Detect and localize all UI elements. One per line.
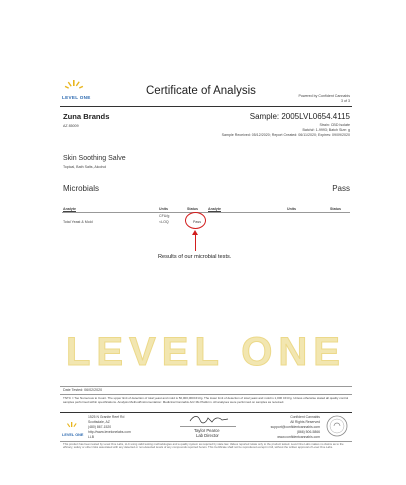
header-divider [60,106,352,107]
footer-top-rule [60,386,352,387]
page-title: Certificate of Analysis [146,85,256,97]
date-tested: Date Tested: 06/02/2020 [63,388,103,392]
row-units: CFU/g [159,214,170,218]
address-license: LLB [88,435,95,439]
col-header-analyte: Analyte [63,207,76,211]
date-rule [60,394,352,395]
col-header-units: Units [159,207,168,211]
row-status: Pass [193,220,201,224]
signer-name: Taylor Pearce [194,428,220,433]
col-header-status: Status [187,207,198,211]
section-result: Pass [332,184,350,193]
disclaimer: This product has been tested by Level One Labs, LLC using valid testing methodologies and a quality system as required by state law. Values reported relate only to the product tested. Level One Labs makes no claims as to the efficacy, safety or other risks associated with any detected or non-detected levels of any compounds reported herein. This Certificate shall not be reproduced except in full, without the written approval of Level One Labs. [63,442,344,450]
signature-icon [188,413,230,425]
footer-logo-text: LEVEL ONE [62,433,84,437]
sample-id: Sample: 2005LVL0654.4115 [249,112,350,121]
col-header-units-2: Units [287,207,296,211]
signer-title: Lab Director [196,433,219,438]
tntc-note: TNTC = Too Numerous to Count. The upper limit of detection of total yeast and mold is 50,000,000CFU/g. The lower limit of detection of total yeast and mold is 1,000 CFU/g. Unless otherwise stated all quality control samples performed within specifications. Analysis Method/Instrumentation: Medicinal Cannabis Ariz Ms Platform. All analyses were performed on samples as received. [63,396,349,404]
cc-phone: (866) 506-5866 [296,430,320,434]
powered-by: Powered by Confident Cannabis [298,94,350,98]
col-header-status-2: Status [330,207,341,211]
annotation-arrow-head-icon [192,230,198,235]
annotation-arrow-shaft [195,234,196,251]
signature-line [180,426,236,427]
level-one-logo-icon [64,80,84,94]
sample-strain: Strain: CBD Isolate [319,123,350,127]
address-website[interactable]: http://www.levelonelabs.com [88,430,131,434]
highlight-circle [185,212,206,229]
product-category: Topical, Bath Salts, Alcohol [63,165,107,169]
cc-line-1: Confident Cannabis [290,415,320,419]
certificate-page [60,72,352,452]
row-analyte: Total Yeast & Mold [63,220,93,224]
cc-email[interactable]: support@confidentcannabis.com [270,425,320,429]
product-name: Skin Soothing Salve [63,155,126,162]
watermark: LEVEL ONE [66,330,346,374]
col-header-analyte-2: Analyte [208,207,221,211]
sample-dates: Sample Received: 05/12/2020; Report Created: 06/11/2020; Expires: 09/09/2020 [221,133,350,137]
logo-text: LEVEL ONE [62,95,91,100]
client-license: AZ 85009 [63,124,79,128]
cc-line-2: All Rights Reserved [290,420,320,424]
row-result: <LOQ [159,220,169,224]
footer-logo-icon [64,422,80,433]
table-header-rule [62,212,350,213]
address-line-2: Scottsdale, AZ [88,420,110,424]
confident-cannabis-seal-icon [326,415,348,437]
cc-website[interactable]: www.confidentcannabis.com [277,435,320,439]
address-line-1: 1525 N Granite Reef Rd [88,415,125,419]
client-name: Zuna Brands [63,112,110,121]
address-phone: (480) 867-1520 [88,425,112,429]
page-number: 3 of 3 [341,99,350,103]
sample-batch: Batch#: 1-9993; Batch Size: g [302,128,350,132]
annotation-text: Results of our microbial tests. [158,254,232,260]
section-title: Microbials [63,184,100,193]
